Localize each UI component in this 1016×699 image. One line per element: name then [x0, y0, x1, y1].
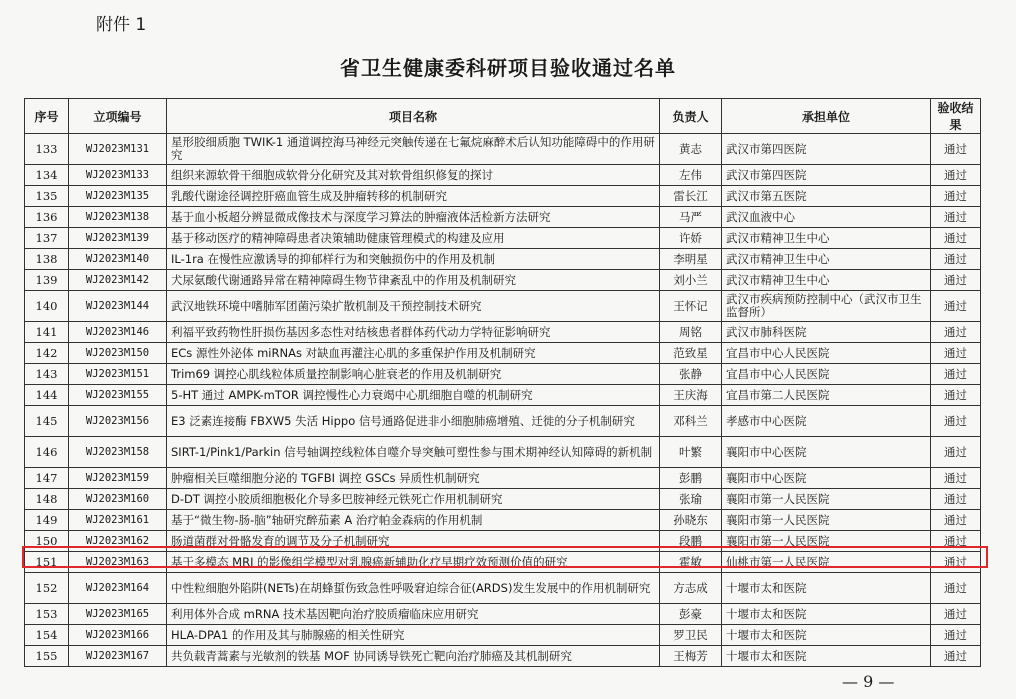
row-number: 153 — [25, 604, 69, 625]
project-code: WJ2023M146 — [69, 322, 167, 343]
undertaking-unit: 武汉市精神卫生中心 — [722, 249, 931, 270]
table-row — [25, 270, 981, 291]
project-leader: 罗卫民 — [660, 625, 722, 646]
project-name: 基于“微生物-肠-脑”轴研究醉茄素 A 治疗帕金森病的作用机制 — [167, 510, 660, 531]
project-leader: 李明星 — [660, 249, 722, 270]
table-row — [25, 385, 981, 406]
acceptance-result: 通过 — [931, 186, 981, 207]
project-code: WJ2023M135 — [69, 186, 167, 207]
project-name: 星形胶细质胞 TWIK-1 通道调控海马神经元突触传递在七氟烷麻醉术后认知功能障碍中的作用研究 — [167, 134, 660, 165]
project-code: WJ2023M159 — [69, 468, 167, 489]
acceptance-result: 通过 — [931, 291, 981, 322]
project-leader: 邓科兰 — [660, 406, 722, 437]
project-name: 利用体外合成 mRNA 技术基因靶向治疗胶质瘤临床应用研究 — [167, 604, 660, 625]
undertaking-unit: 武汉市精神卫生中心 — [722, 228, 931, 249]
acceptance-result: 通过 — [931, 437, 981, 468]
undertaking-unit: 宜昌市中心人民医院 — [722, 343, 931, 364]
row-number: 142 — [25, 343, 69, 364]
project-leader: 叶繁 — [660, 437, 722, 468]
row-number: 136 — [25, 207, 69, 228]
project-code: WJ2023M161 — [69, 510, 167, 531]
project-code: WJ2023M163 — [69, 552, 167, 573]
table-row — [25, 343, 981, 364]
table-row — [25, 625, 981, 646]
table-row — [25, 573, 981, 604]
project-leader: 王怀记 — [660, 291, 722, 322]
project-name: 犬尿氨酸代谢通路异常在精神障碍生物节律紊乱中的作用及机制研究 — [167, 270, 660, 291]
acceptance-result: 通过 — [931, 207, 981, 228]
undertaking-unit: 武汉血液中心 — [722, 207, 931, 228]
undertaking-unit: 襄阳市第一人民医院 — [722, 510, 931, 531]
row-number: 133 — [25, 134, 69, 165]
project-code: WJ2023M151 — [69, 364, 167, 385]
project-name: 肿瘤相关巨噬细胞分泌的 TGFBI 调控 GSCs 异质性机制研究 — [167, 468, 660, 489]
project-code: WJ2023M165 — [69, 604, 167, 625]
table-row — [25, 228, 981, 249]
project-leader: 刘小兰 — [660, 270, 722, 291]
project-name: Trim69 调控心肌线粒体质量控制影响心脏衰老的作用及机制研究 — [167, 364, 660, 385]
table-header-row — [25, 99, 981, 134]
row-number: 154 — [25, 625, 69, 646]
project-name: SIRT-1/Pink1/Parkin 信号轴调控线粒体自噬介导突触可塑性参与围术期神经认知障碍的新机制 — [167, 437, 660, 468]
acceptance-result: 通过 — [931, 510, 981, 531]
project-leader: 张静 — [660, 364, 722, 385]
row-number: 146 — [25, 437, 69, 468]
table-row — [25, 134, 981, 165]
project-name: 肠道菌群对骨骼发育的调节及分子机制研究 — [167, 531, 660, 552]
table-row — [25, 489, 981, 510]
project-code: WJ2023M167 — [69, 646, 167, 667]
header-name: 项目名称 — [167, 99, 660, 134]
project-name: 中性粒细胞外陷阱(NETs)在胡蜂蜇伤致急性呼吸窘迫综合征(ARDS)发生发展中的作用机制研究 — [167, 573, 660, 604]
acceptance-result: 通过 — [931, 322, 981, 343]
project-code: WJ2023M160 — [69, 489, 167, 510]
table-row — [25, 207, 981, 228]
project-code: WJ2023M158 — [69, 437, 167, 468]
project-leader: 王庆海 — [660, 385, 722, 406]
undertaking-unit: 武汉市第四医院 — [722, 134, 931, 165]
project-code: WJ2023M131 — [69, 134, 167, 165]
acceptance-result: 通过 — [931, 249, 981, 270]
acceptance-result: 通过 — [931, 364, 981, 385]
header-no: 序号 — [25, 99, 69, 134]
project-leader: 马严 — [660, 207, 722, 228]
table-row — [25, 604, 981, 625]
table-row — [25, 646, 981, 667]
project-name: 武汉地铁环境中嗜肺军团菌污染扩散机制及干预控制技术研究 — [167, 291, 660, 322]
project-name: 基于移动医疗的精神障碍患者决策辅助健康管理模式的构建及应用 — [167, 228, 660, 249]
table-row — [25, 186, 981, 207]
table-row — [25, 510, 981, 531]
acceptance-result: 通过 — [931, 385, 981, 406]
project-leader: 霍敏 — [660, 552, 722, 573]
undertaking-unit: 宜昌市中心人民医院 — [722, 364, 931, 385]
document-title: 省卫生健康委科研项目验收通过名单 — [340, 56, 676, 80]
project-code: WJ2023M155 — [69, 385, 167, 406]
row-number: 135 — [25, 186, 69, 207]
table-row — [25, 552, 981, 573]
project-code: WJ2023M156 — [69, 406, 167, 437]
project-name: 乳酸代谢途径调控肝癌血管生成及肿瘤转移的机制研究 — [167, 186, 660, 207]
table-row — [25, 165, 981, 186]
undertaking-unit: 襄阳市中心医院 — [722, 437, 931, 468]
undertaking-unit: 襄阳市第一人民医院 — [722, 489, 931, 510]
row-number: 149 — [25, 510, 69, 531]
project-code: WJ2023M166 — [69, 625, 167, 646]
project-code: WJ2023M139 — [69, 228, 167, 249]
project-leader: 周铭 — [660, 322, 722, 343]
table-row — [25, 437, 981, 468]
undertaking-unit: 十堰市太和医院 — [722, 646, 931, 667]
row-number: 147 — [25, 468, 69, 489]
acceptance-result: 通过 — [931, 573, 981, 604]
project-code: WJ2023M140 — [69, 249, 167, 270]
undertaking-unit: 武汉市精神卫生中心 — [722, 270, 931, 291]
acceptance-result: 通过 — [931, 625, 981, 646]
project-name: E3 泛素连接酶 FBXW5 失活 Hippo 信号通路促进非小细胞肺癌增殖、迁徙的分子机制研究 — [167, 406, 660, 437]
acceptance-result: 通过 — [931, 165, 981, 186]
row-number: 145 — [25, 406, 69, 437]
project-name: IL-1ra 在慢性应激诱导的抑郁样行为和突触损伤中的作用及机制 — [167, 249, 660, 270]
header-code: 立项编号 — [69, 99, 167, 134]
project-code: WJ2023M142 — [69, 270, 167, 291]
undertaking-unit: 十堰市太和医院 — [722, 625, 931, 646]
undertaking-unit: 仙桃市第一人民医院 — [722, 552, 931, 573]
undertaking-unit: 孝感市中心医院 — [722, 406, 931, 437]
undertaking-unit: 武汉市疾病预防控制中心（武汉市卫生监督所） — [722, 291, 931, 322]
row-number: 141 — [25, 322, 69, 343]
row-number: 148 — [25, 489, 69, 510]
undertaking-unit: 十堰市太和医院 — [722, 604, 931, 625]
project-name: 5-HT 通过 AMPK-mTOR 调控慢性心力衰竭中心肌细胞自噬的机制研究 — [167, 385, 660, 406]
acceptance-result: 通过 — [931, 489, 981, 510]
table-row — [25, 406, 981, 437]
table-row — [25, 291, 981, 322]
project-code: WJ2023M150 — [69, 343, 167, 364]
project-leader: 范致星 — [660, 343, 722, 364]
undertaking-unit: 武汉市肺科医院 — [722, 322, 931, 343]
row-number: 144 — [25, 385, 69, 406]
project-name: 基于血小板超分辨显微成像技术与深度学习算法的肿瘤液体活检新方法研究 — [167, 207, 660, 228]
project-name: ECs 源性外泌体 miRNAs 对缺血再灌注心肌的多重保护作用及机制研究 — [167, 343, 660, 364]
project-name: 组织来源软骨干细胞成软骨分化研究及其对软骨组织修复的探讨 — [167, 165, 660, 186]
project-leader: 许娇 — [660, 228, 722, 249]
acceptance-result: 通过 — [931, 228, 981, 249]
row-number: 152 — [25, 573, 69, 604]
table-row — [25, 468, 981, 489]
acceptance-result: 通过 — [931, 134, 981, 165]
table-row — [25, 322, 981, 343]
row-number: 143 — [25, 364, 69, 385]
header-result: 验收结果 — [931, 99, 981, 134]
project-name: 共负载青蒿素与光敏剂的铁基 MOF 协同诱导铁死亡靶向治疗肺癌及其机制研究 — [167, 646, 660, 667]
undertaking-unit: 武汉市第五医院 — [722, 186, 931, 207]
table-row — [25, 364, 981, 385]
acceptance-result: 通过 — [931, 604, 981, 625]
project-name: HLA-DPA1 的作用及其与肺腺癌的相关性研究 — [167, 625, 660, 646]
project-name: 利福平致药物性肝损伤基因多态性对结核患者群体药代动力学特征影响研究 — [167, 322, 660, 343]
acceptance-result: 通过 — [931, 468, 981, 489]
header-leader: 负责人 — [660, 99, 722, 134]
project-list-table — [24, 98, 981, 667]
undertaking-unit: 武汉市第四医院 — [722, 165, 931, 186]
row-number: 150 — [25, 531, 69, 552]
row-number: 155 — [25, 646, 69, 667]
row-number: 151 — [25, 552, 69, 573]
project-leader: 方志成 — [660, 573, 722, 604]
table-row — [25, 249, 981, 270]
project-leader: 黄志 — [660, 134, 722, 165]
acceptance-result: 通过 — [931, 552, 981, 573]
undertaking-unit: 襄阳市第一人民医院 — [722, 531, 931, 552]
acceptance-result: 通过 — [931, 531, 981, 552]
project-code: WJ2023M138 — [69, 207, 167, 228]
acceptance-result: 通过 — [931, 646, 981, 667]
project-code: WJ2023M164 — [69, 573, 167, 604]
header-unit: 承担单位 — [722, 99, 931, 134]
project-leader: 彭鹏 — [660, 468, 722, 489]
project-code: WJ2023M144 — [69, 291, 167, 322]
row-number: 139 — [25, 270, 69, 291]
project-leader: 段鹏 — [660, 531, 722, 552]
project-name: 基于多模态 MRI 的影像组学模型对乳腺癌新辅助化疗早期疗效预测价值的研究 — [167, 552, 660, 573]
row-number: 137 — [25, 228, 69, 249]
acceptance-result: 通过 — [931, 343, 981, 364]
project-leader: 张瑜 — [660, 489, 722, 510]
undertaking-unit: 十堰市太和医院 — [722, 573, 931, 604]
row-number: 138 — [25, 249, 69, 270]
project-leader: 王梅芳 — [660, 646, 722, 667]
page-number: — 9 — — [842, 672, 895, 691]
project-code: WJ2023M133 — [69, 165, 167, 186]
project-leader: 孙晓东 — [660, 510, 722, 531]
acceptance-result: 通过 — [931, 270, 981, 291]
undertaking-unit: 襄阳市中心医院 — [722, 468, 931, 489]
row-number: 140 — [25, 291, 69, 322]
undertaking-unit: 宜昌市第二人民医院 — [722, 385, 931, 406]
project-leader: 雷长江 — [660, 186, 722, 207]
project-leader: 彭豪 — [660, 604, 722, 625]
attachment-label: 附件 1 — [96, 15, 147, 35]
project-leader: 左伟 — [660, 165, 722, 186]
project-name: D-DT 调控小胶质细胞极化介导多巴胺神经元铁死亡作用机制研究 — [167, 489, 660, 510]
acceptance-result: 通过 — [931, 406, 981, 437]
table-row — [25, 531, 981, 552]
row-number: 134 — [25, 165, 69, 186]
project-code: WJ2023M162 — [69, 531, 167, 552]
